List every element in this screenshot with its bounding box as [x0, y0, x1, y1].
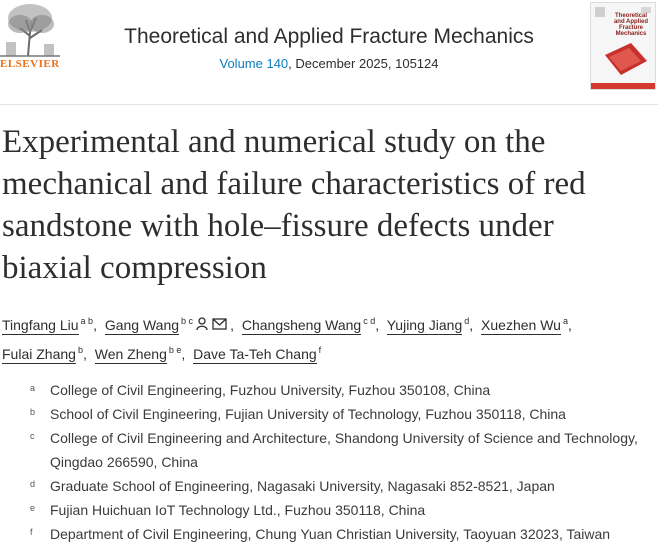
affiliation-text: School of Civil Engineering, Fujian University of Technology, Fuzhou 350118, China: [50, 406, 566, 422]
affiliation-ref[interactable]: f: [318, 344, 322, 355]
title-line: mechanical and failure characteristics of red: [2, 166, 586, 202]
affiliation-text: Fujian Huichuan IoT Technology Ltd., Fuzhou 350118, China: [50, 502, 426, 518]
issue-details: , December 2025, 105124: [288, 56, 439, 71]
author-name-link[interactable]: Yujing Jiang: [386, 316, 463, 333]
affiliation-item: [30, 378, 650, 402]
author-contact-icons: [196, 314, 228, 338]
title-line: Experimental and numerical study on the: [2, 124, 546, 160]
author-entry: Changsheng Wang $^{c d}$,: [241, 316, 380, 333]
author-entry: Gang Wang $^{b c}$ ,: [105, 317, 238, 333]
author-entry: Xuezhen Wu $^a$,: [481, 316, 572, 333]
affiliation-item: [30, 498, 650, 522]
author-list: [2, 309, 652, 366]
author-name-link[interactable]: Tingfang Liu: [2, 316, 79, 333]
journal-cover-thumbnail[interactable]: [590, 2, 656, 90]
affiliation-label: e: [30, 503, 36, 513]
affiliation-list: [30, 378, 650, 546]
author-entry: [193, 346, 325, 362]
affiliation-label: a: [30, 383, 36, 393]
affiliation-label: d: [30, 479, 36, 489]
author-name-link[interactable]: Xuezhen Wu: [481, 316, 561, 333]
publisher-wordmark: ELSEVIER: [0, 58, 60, 70]
affiliation-item: [30, 426, 650, 474]
affiliation-text: Graduate School of Engineering, Nagasaki University, Nagasaki 852-8521, Japan: [50, 478, 555, 494]
affiliation-ref[interactable]: b c: [181, 316, 194, 326]
journal-issue-info: [0, 56, 658, 71]
affiliation-ref[interactable]: d: [464, 316, 470, 326]
person-icon[interactable]: [197, 318, 207, 330]
header-divider: [0, 104, 658, 105]
author-entry: Yujing Jiang $^d$,: [386, 316, 474, 333]
affiliation-item: [30, 402, 650, 426]
envelope-icon[interactable]: [213, 319, 226, 329]
volume-link[interactable]: Volume 140: [219, 56, 289, 71]
journal-title[interactable]: Theoretical and Applied Fracture Mechanics: [124, 25, 534, 48]
affiliation-ref[interactable]: b e: [168, 344, 182, 355]
author-entry: Tingfang Liu $^{a b}$,: [2, 316, 97, 333]
author-name-link[interactable]: Fulai Zhang: [2, 345, 76, 362]
cover-title: Theoretical and Applied Fracture Mechanics: [613, 13, 649, 37]
affiliation-label: b: [30, 407, 36, 417]
affiliation-text: Department of Civil Engineering, Chung Yuan Christian University, Taoyuan 32023, Taiwan: [50, 526, 611, 542]
author-entry: Fulai Zhang $^b$,: [2, 344, 87, 362]
author-name-link[interactable]: Gang Wang: [104, 316, 180, 333]
author-name-link[interactable]: Wen Zheng: [94, 345, 167, 362]
affiliation-text: College of Civil Engineering and Architecture, Shandong University of Science and Technology, Qingdao 266590, China: [50, 430, 638, 470]
title-line: biaxial compression: [2, 250, 267, 286]
title-line: sandstone with hole–fissure defects under: [2, 208, 554, 244]
affiliation-ref[interactable]: c d: [363, 316, 376, 326]
affiliation-item: [30, 474, 650, 498]
article-header: [0, 0, 658, 104]
affiliation-ref[interactable]: a: [562, 316, 568, 326]
affiliation-ref[interactable]: b: [77, 344, 83, 355]
author-name-link[interactable]: Changsheng Wang: [241, 316, 362, 333]
affiliation-text: College of Civil Engineering, Fuzhou University, Fuzhou 350108, China: [50, 382, 491, 398]
author-entry: Wen Zheng $^{b e}$,: [94, 344, 186, 362]
affiliation-label: c: [30, 431, 35, 441]
affiliation-item: [30, 522, 650, 546]
article-title: [2, 121, 652, 289]
affiliation-ref[interactable]: a b: [80, 316, 94, 326]
author-name-link[interactable]: Dave Ta-Teh Chang: [193, 345, 317, 362]
affiliation-label: f: [30, 527, 33, 537]
